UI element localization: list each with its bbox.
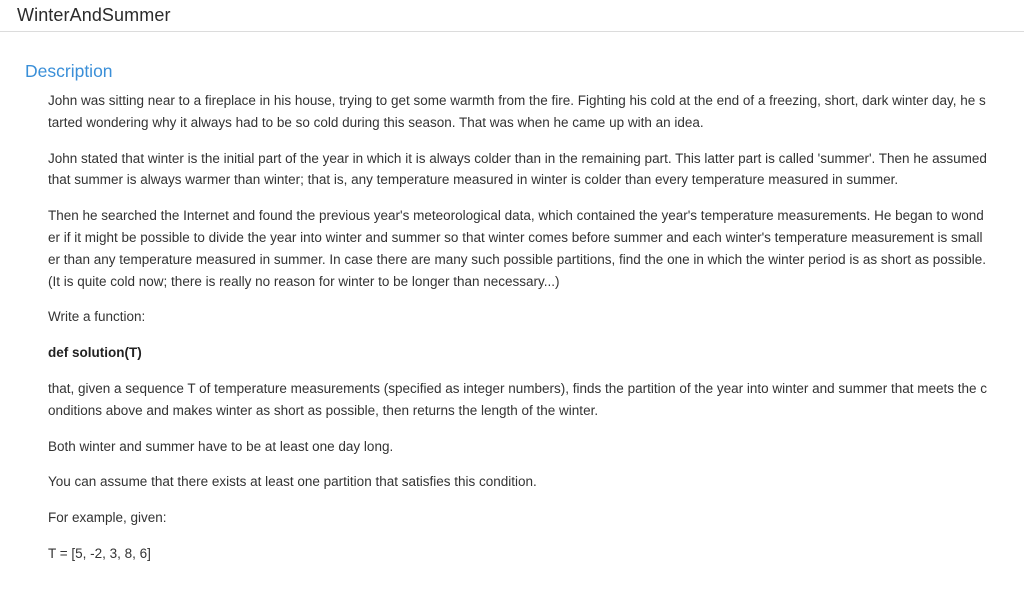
title-bar: [0, 0, 1024, 32]
example-intro: For example, given:: [48, 510, 167, 526]
description-heading: Description: [25, 61, 113, 81]
story-paragraph-task: Then he searched the Internet and found the previous year's meteorological data, which contained the year's temperature measurements. He began to wonder if it might be possible to divide the year into winter and summer so that winter comes before summer and each winter's temperature measurement is smaller than any temperature measured in summer. In case there are many such possible partitions, find the one in which the winter period is as short as possible. (It is quite cold now; there is really no reason for winter to be longer than necessary...): [48, 208, 986, 289]
write-function-text: Write a function:: [48, 309, 146, 325]
story-paragraph-fireplace: John was sitting near to a fireplace in his house, trying to get some warmth from the fire. Fighting his cold at the end of a freezing, short, dark winter day, he started wondering why it always had to be so cold during this season. That was when he came up with an idea.: [48, 93, 986, 130]
page-title: WinterAndSummer: [17, 5, 171, 25]
story-paragraph-definition: John stated that winter is the initial part of the year in which it is always colder than in the remaining part. This latter part is called 'summer'. Then he assumed that summer is always warmer than winter; that is, any temperature measured in winter is colder than every temperature measured in summer.: [48, 150, 987, 188]
constraint-paragraph: Both winter and summer have to be at least one day long.: [48, 438, 394, 454]
example-input: T = [5, -2, 3, 8, 6]: [48, 545, 151, 561]
description-body: [48, 90, 988, 579]
requirement-paragraph: that, given a sequence T of temperature measurements (specified as integer numbers), finds the partition of the year into winter and summer that meets the conditions above and makes winter as short as possible, then returns the length of the winter.: [48, 380, 987, 418]
function-signature: def solution(T): [48, 345, 142, 361]
assumption-paragraph: You can assume that there exists at least one partition that satisfies this condition.: [48, 474, 537, 490]
